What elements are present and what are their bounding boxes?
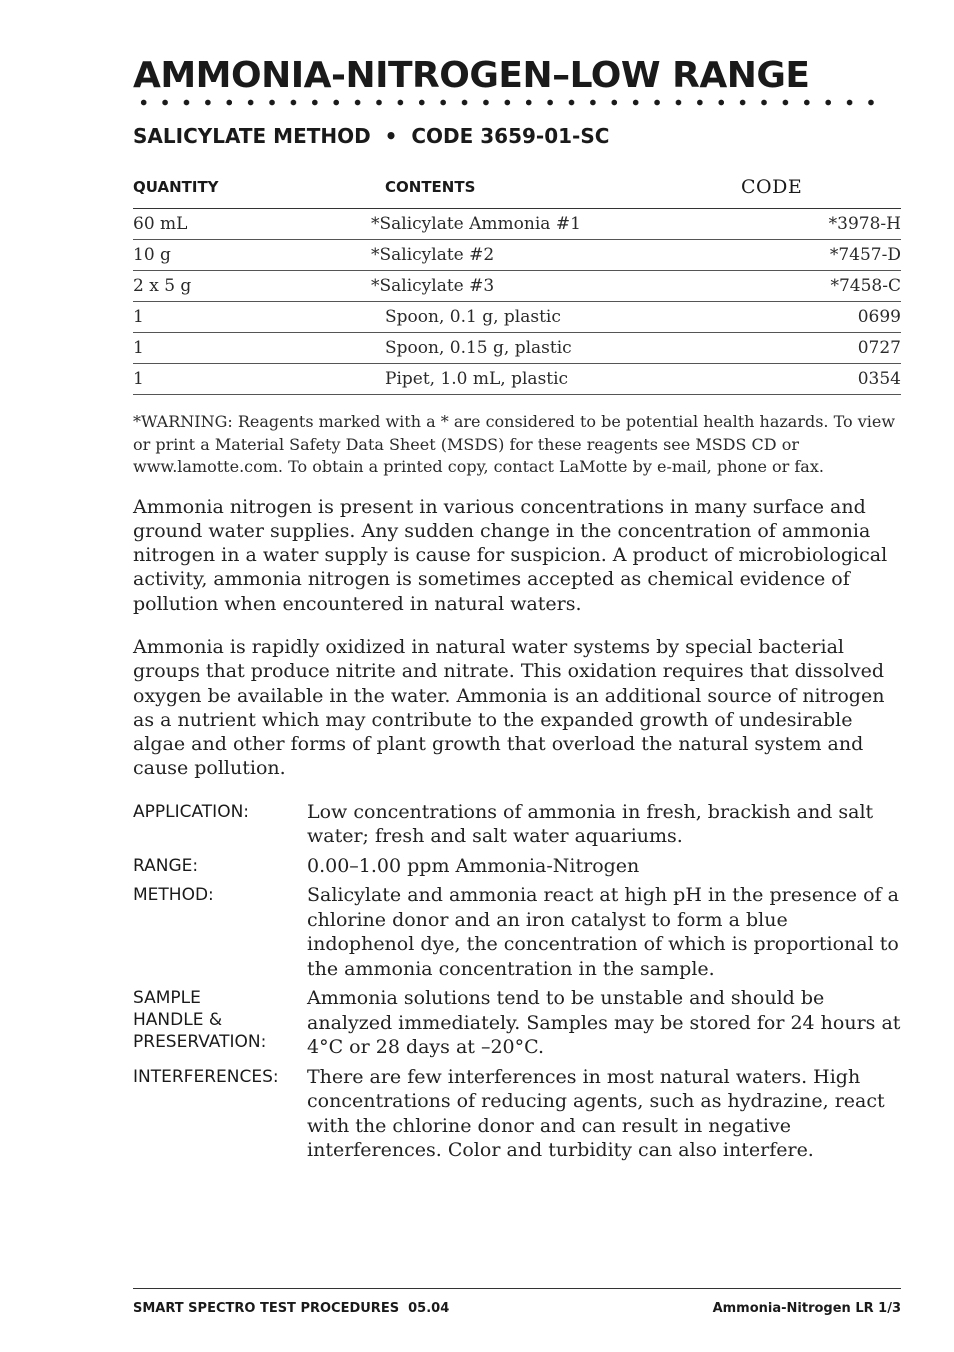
- cell-code: *3978-H: [828, 214, 901, 234]
- oxidation-paragraph: Ammonia is rapidly oxidized in natural water systems by special bacterial groups that produce nitrite and nitrate. This oxidation requires that dissolved oxygen be available in the water. Ammonia is an additional source of nitrogen as a nutrient which may contribute to the expanded growth of undesirable algae and other forms of plant growth that overload the natural system and cause pollution.: [133, 635, 885, 780]
- definition-label: METHOD:: [133, 885, 214, 906]
- cell-quantity: 1: [133, 369, 144, 389]
- definition-label-line: HANDLE &: [133, 1010, 223, 1031]
- definition-list: [133, 800, 901, 1163]
- definition-text: Low concentrations of ammonia in fresh, brackish and salt water; fresh and salt water aquariums.: [307, 800, 874, 848]
- cell-contents: *Salicylate Ammonia #1: [371, 214, 581, 234]
- msds-warning: *WARNING: Reagents marked with a * are considered to be potential health hazards. To view or print a Material Safety Data Sheet (MSDS) for these reagents see MSDS CD or www.lamotte.com. To obtain a printed copy, contact LaMotte by e-mail, phone or fax.: [133, 412, 896, 476]
- definition-text: Salicylate and ammonia react at high pH in the presence of a chlorine donor and an iron catalyst to form a blue indophenol dye, the concentration of which is proportional to the ammonia concentration in the sample.: [307, 884, 899, 980]
- definition-label: RANGE:: [133, 855, 199, 876]
- cell-code: 0354: [857, 369, 901, 389]
- cell-code: 0699: [857, 307, 901, 327]
- intro-paragraph: Ammonia nitrogen is present in various concentrations in many surface and ground water supplies. Any sudden change in the concentration of ammonia nitrogen in a water supply is cause for suspicion. A product of microbiological activity, ammonia nitrogen is sometimes accepted as chemical evidence of pollution when encountered in natural waters.: [133, 495, 888, 615]
- definition-range: [133, 854, 901, 879]
- cell-quantity: 60 mL: [133, 214, 188, 234]
- cell-contents: Spoon, 0.1 g, plastic: [385, 307, 561, 327]
- table-row: [133, 240, 901, 271]
- contents-table-header: [133, 172, 901, 208]
- page-subtitle: SALICYLATE METHOD • CODE 3659-01-SC: [133, 124, 610, 148]
- page-title: AMMONIA-NITROGEN–LOW RANGE: [133, 55, 810, 96]
- cell-contents: *Salicylate #3: [371, 276, 495, 296]
- definition-method: [133, 883, 901, 981]
- definition-label: [133, 986, 307, 1060]
- table-row: [133, 333, 901, 364]
- definition-application: [133, 800, 901, 849]
- table-row: [133, 271, 901, 302]
- cell-quantity: 1: [133, 338, 144, 358]
- definition-text: Ammonia solutions tend to be unstable and should be analyzed immediately. Samples may be stored for 24 hours at 4°C or 28 days at –20°C.: [307, 987, 901, 1059]
- contents-table: [133, 208, 901, 395]
- cell-quantity: 1: [133, 307, 144, 327]
- cell-code: 0727: [857, 338, 901, 358]
- header-quantity: QUANTITY: [133, 178, 219, 196]
- header-contents: CONTENTS: [385, 178, 476, 196]
- definition-interferences: [133, 1065, 901, 1163]
- table-row: [133, 364, 901, 395]
- cell-code: *7457-D: [829, 245, 901, 265]
- table-row: [133, 302, 901, 333]
- header-code: CODE: [741, 176, 803, 198]
- footer-rule: [133, 1288, 901, 1289]
- definition-sample-handling: [133, 986, 901, 1060]
- footer-publication: SMART SPECTRO TEST PROCEDURES 05.04: [133, 1301, 450, 1316]
- definition-label-line: PRESERVATION:: [133, 1032, 267, 1053]
- definition-text: There are few interferences in most natural waters. High concentrations of reducing agents, such as hydrazine, react with the chlorine donor and can result in negative interferences. Color and turbidity can also interfere.: [307, 1065, 885, 1162]
- cell-contents: Spoon, 0.15 g, plastic: [385, 338, 572, 358]
- dotted-rule: [133, 99, 881, 106]
- footer-page-number: Ammonia-Nitrogen LR 1/3: [712, 1301, 901, 1316]
- cell-contents: Pipet, 1.0 mL, plastic: [385, 369, 569, 389]
- definition-label: INTERFERENCES:: [133, 1066, 279, 1087]
- definition-label-line: SAMPLE: [133, 988, 201, 1009]
- cell-quantity: 2 x 5 g: [133, 276, 192, 296]
- cell-code: *7458-C: [830, 276, 901, 296]
- definition-text: 0.00–1.00 ppm Ammonia-Nitrogen: [307, 854, 640, 877]
- cell-contents: *Salicylate #2: [371, 245, 495, 265]
- cell-quantity: 10 g: [133, 245, 171, 265]
- table-row: [133, 209, 901, 240]
- definition-label: APPLICATION:: [133, 801, 250, 822]
- document-page: [133, 56, 901, 1168]
